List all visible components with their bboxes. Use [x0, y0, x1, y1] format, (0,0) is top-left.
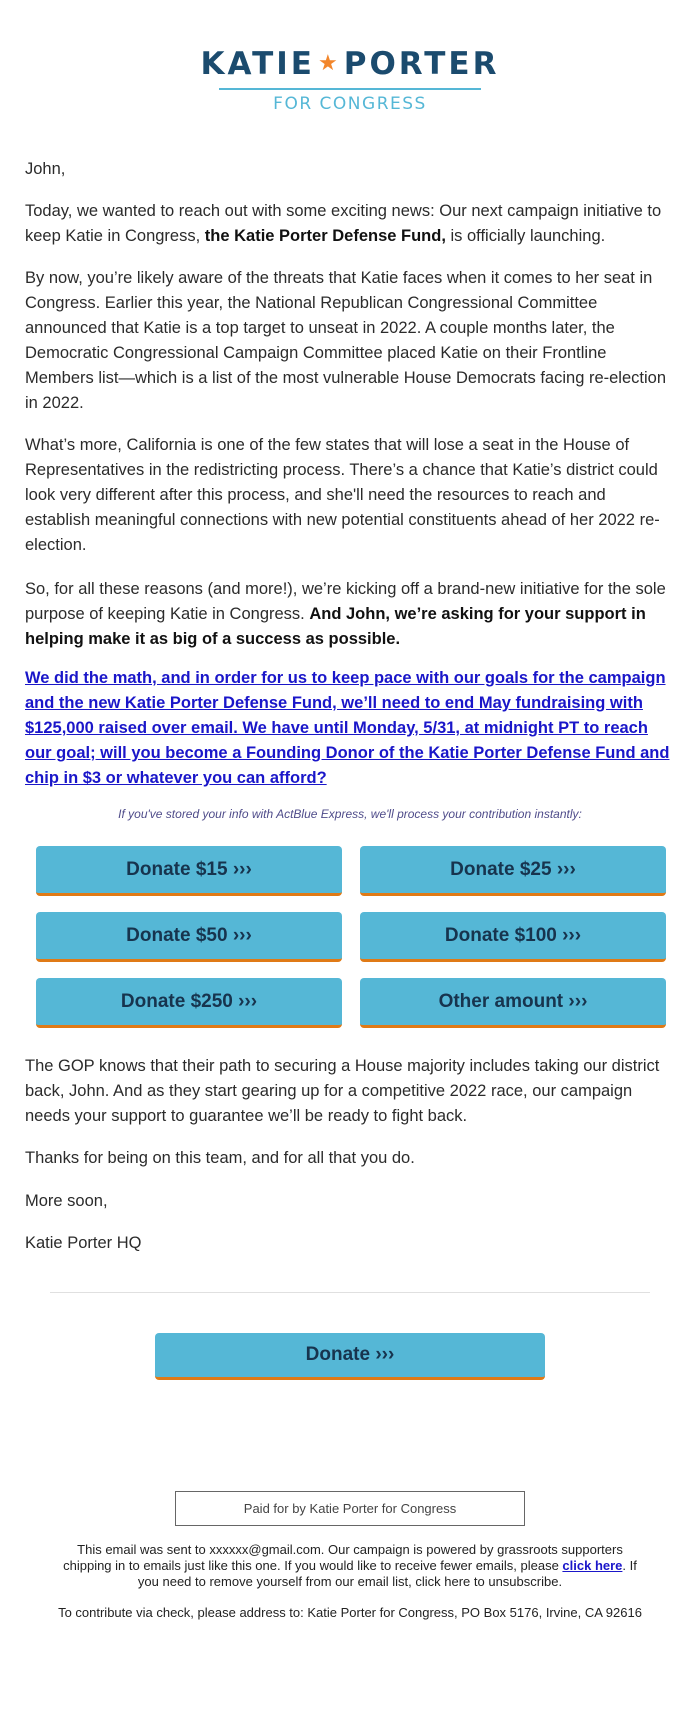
footer-email-notice	[55, 1542, 645, 1590]
signature	[25, 1231, 675, 1256]
threats-text: By now, you’re likely aware of the threats that Katie faces when it comes to her seat in Congress. Earlier this year, the National Republican Congressional Committee announced that Katie is a top target to unseat in 2022. A couple months later, the Democratic Congressional Campaign Committee placed Katie on their Frontline Members list—which is a list of the most vulnerable House Democrats facing re-election in 2022.	[25, 269, 667, 412]
donate-15-button[interactable]: Donate $15 ›››	[36, 846, 342, 896]
sign-off-text: More soon,	[25, 1192, 108, 1210]
section-divider	[50, 1292, 650, 1293]
logo-name-left: KATIE	[200, 46, 315, 82]
paragraph-gop	[25, 1054, 675, 1129]
ask-bold-text: And John, we’re asking for your support in helping make it as big of a success as possible.	[25, 605, 646, 648]
donate-main-button[interactable]: Donate ›››	[155, 1333, 545, 1380]
footer-address: To contribute via check, please address to: Katie Porter for Congress, PO Box 5176, Irvine, CA 92616	[58, 1605, 642, 1620]
donate-100-button[interactable]: Donate $100 ›››	[360, 912, 666, 962]
greeting-text: John,	[25, 160, 66, 178]
logo-tagline: FOR CONGRESS	[273, 94, 427, 114]
gop-text: The GOP knows that their path to securing a House majority includes taking our district back, John. And as they start gearing up for a competitive 2022 race, our campaign needs your support to guarantee we’ll be ready to fight back.	[25, 1057, 660, 1125]
paragraph-ask	[25, 577, 675, 652]
intro-text: Today, we wanted to reach out with some exciting news: Our next campaign initiative to keep Katie in Congress,	[25, 202, 662, 245]
cta-donate-link[interactable]: We did the math, and in order for us to keep pace with our goals for the campaign and the new Katie Porter Defense Fund, we’ll need to end May fundraising with $125,000 raised over email. We have until Monday, 5/31, at midnight PT to reach our goal; will you become a Founding Donor of the Katie Porter Defense Fund and chip in $3 or whatever you can afford?	[25, 669, 670, 787]
donate-25-button[interactable]: Donate $25 ›››	[360, 846, 666, 896]
redistricting-text: What’s more, California is one of the few states that will lose a seat in the House of Representatives in the redistricting process. There’s a chance that Katie’s district could look very different after this process, and she'll need the resources to reach and establish meaningful connections with new potential constituents ahead of her 2022 re-election.	[25, 436, 660, 554]
thanks-text: Thanks for being on this team, and for all that you do.	[25, 1149, 415, 1167]
paragraph-thanks	[25, 1146, 675, 1171]
paragraph-intro	[25, 199, 675, 249]
signature-text: Katie Porter HQ	[25, 1234, 142, 1252]
greeting	[25, 157, 675, 182]
actblue-note: If you've stored your info with ActBlue Express, we'll process your contribution instantly:	[118, 807, 582, 821]
donate-250-button[interactable]: Donate $250 ›››	[36, 978, 342, 1028]
fewer-emails-link[interactable]: click here	[562, 1558, 623, 1573]
intro-fund-name: the Katie Porter Defense Fund,	[204, 227, 446, 245]
paragraph-redistricting	[25, 433, 675, 558]
logo-wordmark	[201, 46, 500, 86]
donate-50-button[interactable]: Donate $50 ›››	[36, 912, 342, 962]
paragraph-threats	[25, 266, 675, 416]
ask-text: So, for all these reasons (and more!), we’re kicking off a brand-new initiative for the sole purpose of keeping Katie in Congress.	[25, 580, 666, 623]
donate-other-amount-button[interactable]: Other amount ›››	[360, 978, 666, 1028]
logo-name-right: PORTER	[343, 46, 500, 82]
footer-notice-text: This email was sent to xxxxxx@gmail.com. Our campaign is powered by grassroots supporters chipping in to emails just like this one. If you would like to receive fewer emails, please	[63, 1542, 623, 1573]
footer-notice-text-end: . If you need to remove yourself from our email list, click here to unsubscribe.	[137, 1558, 637, 1589]
paragraph-cta	[25, 666, 675, 791]
star-icon: ★	[317, 51, 341, 76]
logo-divider	[219, 88, 481, 90]
sign-off	[25, 1189, 675, 1214]
paid-for-disclaimer: Paid for by Katie Porter for Congress	[175, 1491, 525, 1526]
intro-text-end: is officially launching.	[445, 227, 606, 245]
campaign-logo	[0, 46, 700, 114]
